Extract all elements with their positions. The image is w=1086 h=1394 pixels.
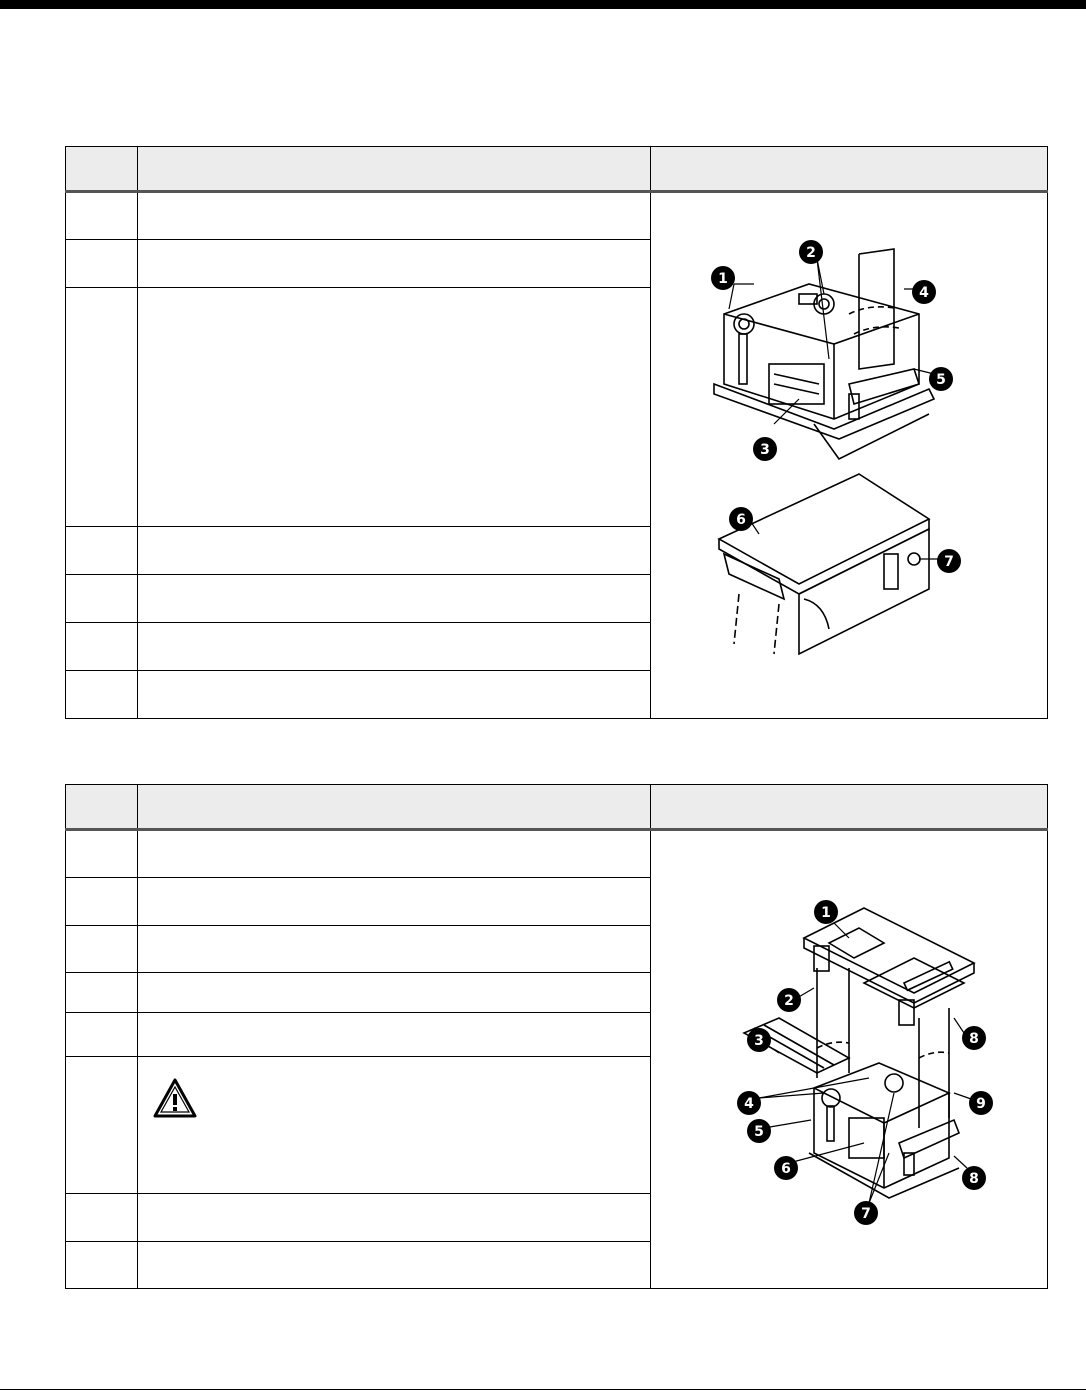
row-number	[66, 830, 138, 878]
callout-4	[737, 1091, 761, 1115]
row-text	[138, 527, 651, 575]
row-text-with-warning	[138, 1057, 651, 1194]
svg-text:9: 9	[976, 1096, 986, 1112]
row-number	[66, 623, 138, 671]
callout-8-top	[962, 1026, 986, 1050]
row-text	[138, 926, 651, 973]
row-text	[138, 1242, 651, 1289]
callout-1	[711, 266, 735, 290]
bottom-rule	[0, 1389, 1086, 1390]
row-text	[138, 878, 651, 926]
svg-text:6: 6	[736, 512, 746, 528]
header-cell	[66, 785, 138, 830]
row-text	[138, 192, 651, 240]
callout-3	[747, 1028, 771, 1052]
row-text	[138, 973, 651, 1013]
scanner-assembly-diagram	[699, 888, 999, 1228]
svg-text:3: 3	[754, 1033, 764, 1049]
row-number	[66, 926, 138, 973]
row-text	[138, 623, 651, 671]
callout-2	[799, 240, 823, 264]
row-text	[138, 830, 651, 878]
row-number	[66, 1013, 138, 1057]
row-number	[66, 288, 138, 527]
header-cell	[138, 147, 651, 192]
svg-text:8: 8	[969, 1171, 979, 1187]
parts-table-2	[65, 784, 1048, 1289]
callout-7	[937, 549, 961, 573]
callout-5	[747, 1119, 771, 1143]
top-bar	[0, 0, 1086, 9]
callout-markers	[737, 900, 993, 1225]
row-number	[66, 1194, 138, 1242]
row-number	[66, 1242, 138, 1289]
table-row	[66, 192, 1048, 240]
figure-cell	[651, 192, 1048, 719]
svg-text:1: 1	[718, 271, 728, 287]
header-cell	[651, 785, 1048, 830]
callout-3	[753, 437, 777, 461]
svg-text:8: 8	[969, 1031, 979, 1047]
row-text	[138, 575, 651, 623]
callout-7	[854, 1201, 878, 1225]
figure-cell	[651, 830, 1048, 1289]
row-number	[66, 240, 138, 288]
parts-table-1	[65, 146, 1048, 719]
svg-text:3: 3	[760, 442, 770, 458]
row-text	[138, 288, 651, 527]
row-number	[66, 527, 138, 575]
svg-text:5: 5	[754, 1124, 764, 1140]
callout-6	[774, 1156, 798, 1180]
svg-text:7: 7	[944, 554, 954, 570]
svg-text:4: 4	[919, 285, 929, 301]
header-cell	[66, 147, 138, 192]
callout-8-bottom	[962, 1166, 986, 1190]
svg-text:6: 6	[781, 1161, 791, 1177]
svg-text:1: 1	[821, 905, 831, 921]
header-cell	[651, 147, 1048, 192]
svg-text:2: 2	[806, 245, 816, 261]
row-text	[138, 1194, 651, 1242]
row-number	[66, 1057, 138, 1194]
callout-2	[777, 988, 801, 1012]
table-row	[66, 830, 1048, 878]
table-header	[66, 785, 1048, 830]
svg-text:5: 5	[936, 372, 946, 388]
callout-6	[729, 507, 753, 531]
svg-text:2: 2	[784, 993, 794, 1009]
row-number	[66, 878, 138, 926]
callout-4	[912, 280, 936, 304]
svg-text:4: 4	[744, 1096, 754, 1112]
row-number	[66, 671, 138, 719]
row-text	[138, 671, 651, 719]
header-cell	[138, 785, 651, 830]
table-header	[66, 147, 1048, 192]
callout-9	[969, 1091, 993, 1115]
scanner-module-diagram	[699, 234, 999, 674]
row-number	[66, 192, 138, 240]
svg-text:7: 7	[861, 1206, 871, 1222]
row-text	[138, 1013, 651, 1057]
row-number	[66, 575, 138, 623]
row-number	[66, 973, 138, 1013]
callout-1	[814, 900, 838, 924]
warning-triangle-icon	[152, 1077, 198, 1122]
callout-5	[929, 367, 953, 391]
row-text	[138, 240, 651, 288]
